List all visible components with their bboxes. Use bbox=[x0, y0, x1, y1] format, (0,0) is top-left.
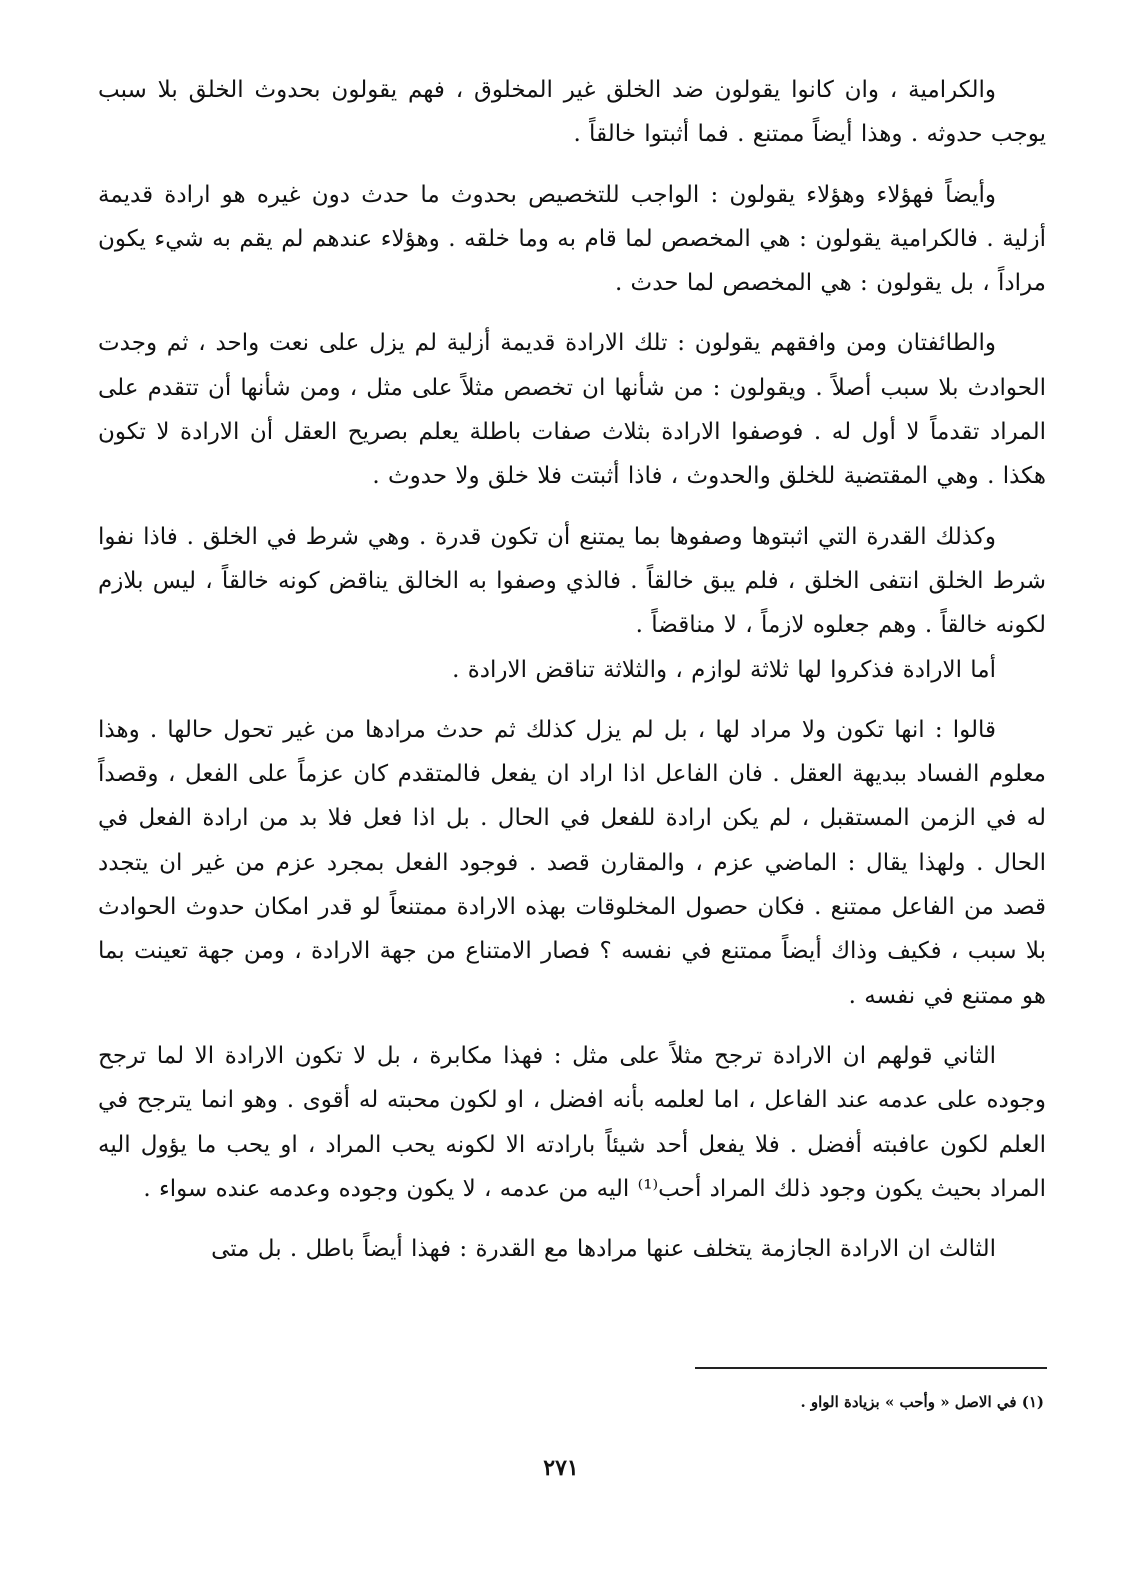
paragraph-karramiyya: والكرامية ، وان كانوا يقولون ضد الخلق غير المخلوق ، فهم يقولون بحدوث الخلق بلا سبب يوجب حدوثه . وهذا أيضاً ممتنع . فما أثبتوا خالقاً . bbox=[98, 77, 1046, 148]
paragraph-power: وكذلك القدرة التي اثبتوها وصفوها بما يمتنع أن تكون قدرة . وهي شرط في الخلق . فاذا نفوا شرط الخلق انتفى الخلق ، فلم يبق خالقاً . فالذي وصفوا به الخالق يناقض كونه خالقاً ، ليس بلازم لكونه خالقاً . وهم جعلوه لازماً ، لا مناقضاً . bbox=[98, 523, 1046, 639]
paragraph-eternal-will: والطائفتان ومن وافقهم يقولون : تلك الارادة قديمة أزلية لم يزل على نعت واحد ، ثم وجدت الحوادث بلا سبب أصلاً . ويقولون : من شأنها ان تخصص مثلاً على مثل ، ومن شأنها أن تتقدم على المراد تقدماً لا أول له . فوصفوا الارادة بثلاث صفات باطلة يعلم بصريح العقل أن الارادة لا تكون هكذا . وهي المقتضية للخلق والحدوث ، فاذا أثبتت فلا خلق ولا حدوث . bbox=[98, 330, 1046, 490]
paragraph-will-requisites: أما الارادة فذكروا لها ثلاثة لوازم ، والثلاثة تناقض الارادة . bbox=[452, 656, 996, 683]
paragraph-specification: وأيضاً فهؤلاء وهؤلاء يقولون : الواجب للتخصيص بحدوث ما حدث دون غيره هو ارادة قديمة أزلية . فالكرامية يقولون : هي المخصص لما قام به وما خلقه . وهؤلاء عندهم لم يقم به شيء يكون مراداً ، بل يقولون : هي المخصص لما حدث . bbox=[98, 181, 1046, 297]
page-number: ٢٧١ bbox=[543, 1455, 579, 1481]
page-body bbox=[98, 68, 1046, 1287]
footnote: (١) في الاصل « وأحب » بزيادة الواو . bbox=[800, 1393, 1044, 1411]
paragraph-first-requisite: قالوا : انها تكون ولا مراد لها ، بل لم يزل كذلك ثم حدث مرادها من غير تحول حالها . وهذا معلوم الفساد ببديهة العقل . فان الفاعل اذا اراد ان يفعل فالمتقدم كان عزماً على الفعل ، وقصداً له في الزمن المستقبل ، لم يكن ارادة للفعل في الحال . بل اذا فعل فلا بد من ارادة الفعل في الحال . ولهذا يقال : الماضي عزم ، والمقارن قصد . فوجود الفعل بمجرد عزم من غير ان يتجدد قصد من الفاعل ممتنع . فكان حصول المخلوقات بهذه الارادة ممتنعاً لو قدر امكان حدوث الحوادث بلا سبب ، فكيف وذاك أيضاً ممتنع في نفسه ؟ فصار الامتناع من جهة الارادة ، ومن جهة تعينت بما هو ممتنع في نفسه . bbox=[98, 716, 1046, 1009]
footnote-divider bbox=[695, 1367, 1047, 1369]
paragraph-third-requisite: الثالث ان الارادة الجازمة يتخلف عنها مرادها مع القدرة : فهذا أيضاً باطل . بل متى bbox=[211, 1236, 996, 1263]
paragraph-second-requisite: الثاني قولهم ان الارادة ترجح مثلاً على مثل : فهذا مكابرة ، بل لا تكون الارادة الا لما ترجح وجوده على عدمه عند الفاعل ، اما لعلمه بأنه افضل ، او لكون محبته له أقوى . وهو انما يترجح في العلم لكون عافبته أفضل . فلا يفعل أحد شيئاً بارادته الا لكونه يحب المراد ، او يحب ما يؤول اليه المراد بحيث يكون وجود ذلك المراد أحب⁽¹⁾ اليه من عدمه ، لا يكون وجوده وعدمه عنده سواء . bbox=[98, 1042, 1046, 1202]
